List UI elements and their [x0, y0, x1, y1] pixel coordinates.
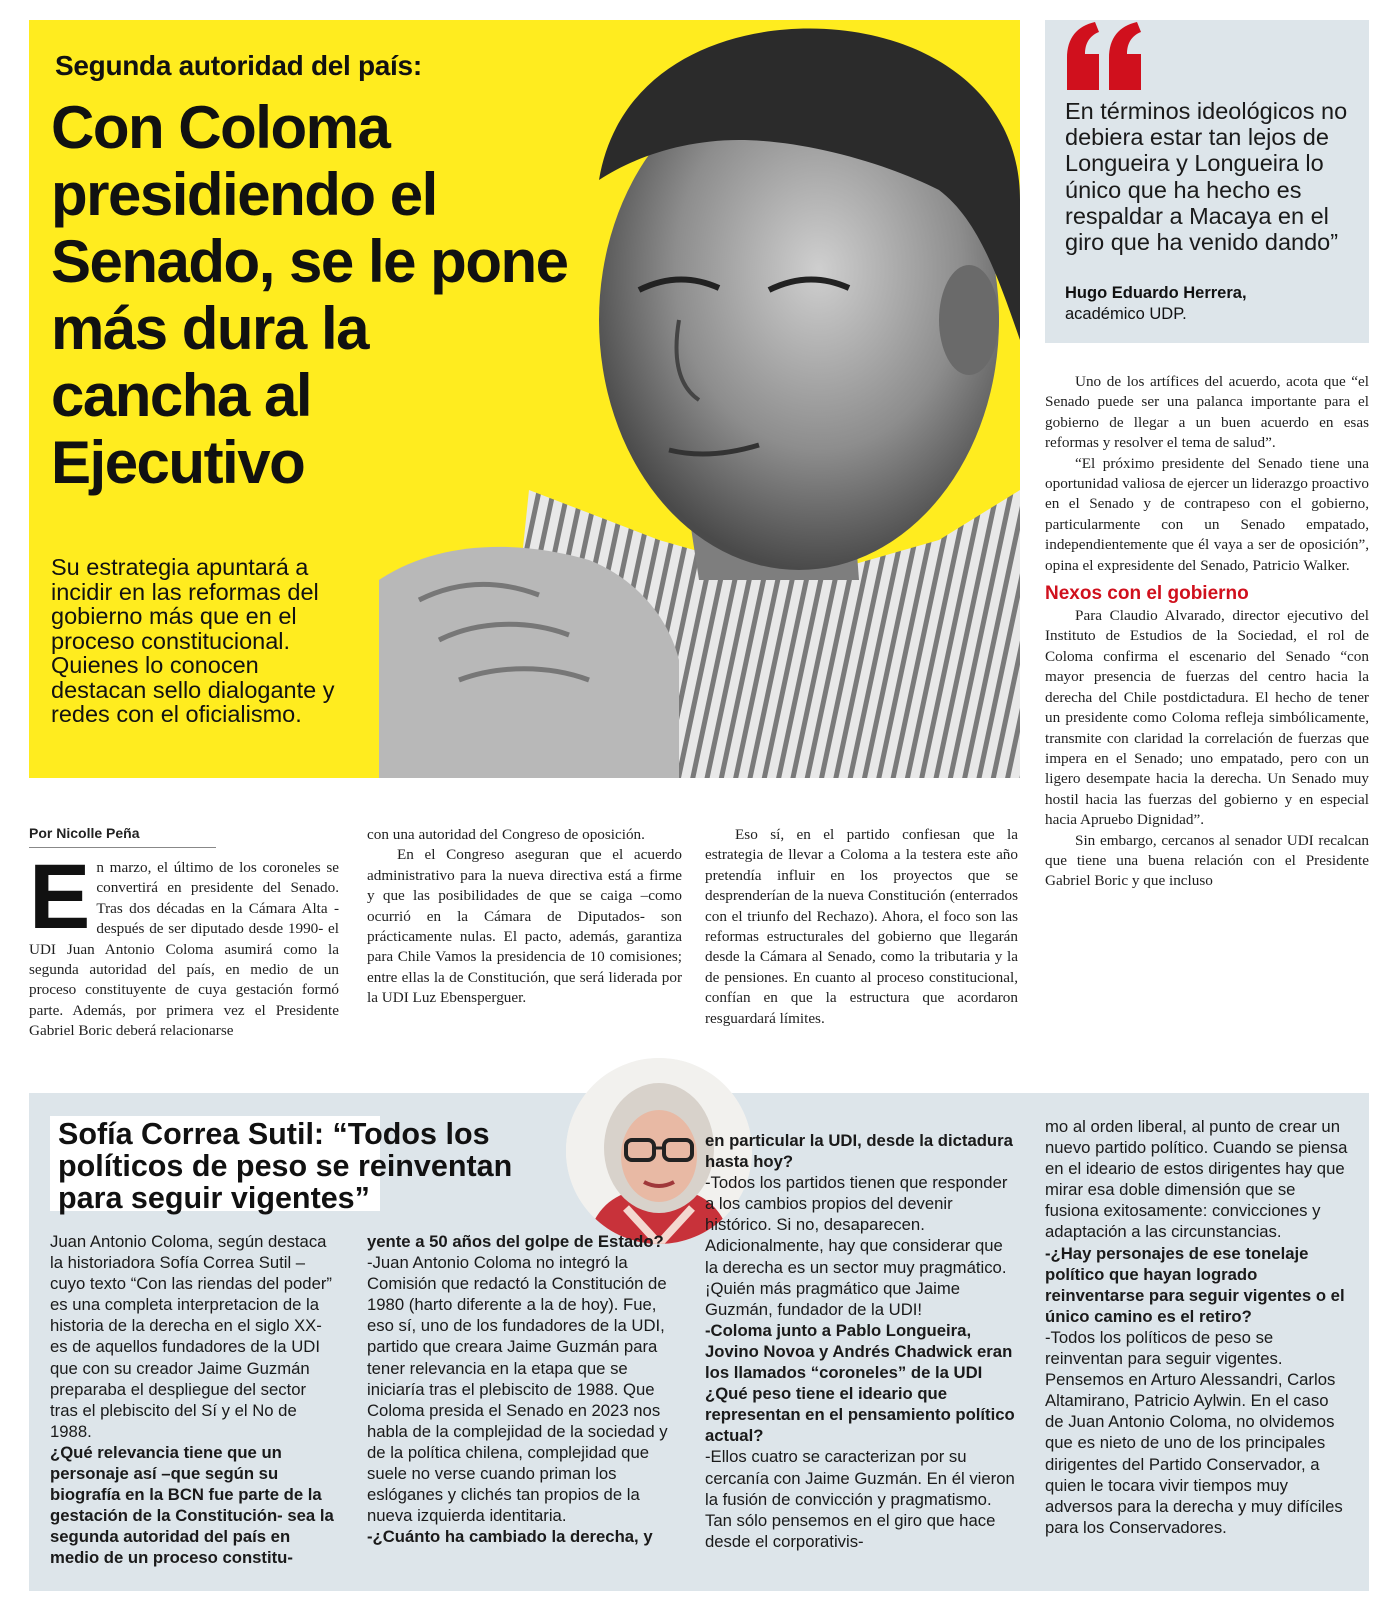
drop-cap: E: [29, 846, 91, 948]
hero-panel: [29, 20, 1020, 778]
article-column-4: [1045, 372, 1369, 892]
interview-answer: mo al orden liberal, al punto de crear un nuevo partido político. Cuando se piensa en el ideario de estos dirigentes hay que mirar esa doble dimensión que se fusiona exitosamente: convicciones y adaptación a las circunstancias.: [1045, 1117, 1348, 1242]
interview-title-quote: “Todos los políticos de peso se reinventan para seguir vigentes”: [58, 1117, 513, 1215]
article-paragraph: Eso sí, en el partido confiesan que la estrategia de llevar a Coloma a la testera este año pretendía influir en los proyectos que se desprenderían de la nueva Constitución (enterrados con el triunfo del Rechazo). Ahora, el foco son las reformas estructurales del gobierno que llegarán desde la Cámara al Senado, como la tributaria y la de pensiones. En cuanto al proceso constitucional, confían en que la estructura que acordaron resguardará límites.: [705, 826, 1018, 1027]
interview-question: -¿Cuánto ha cambiado la derecha, y: [367, 1527, 653, 1547]
article-paragraph: “El próximo presidente del Senado tiene una oportunidad valiosa de ejercer un liderazgo proactivo en el Senado y de contrapeso con el gobierno, particularmente con un Senado empatado, independientemente que él vaya a ser de oposición”, opina el expresidente del Senado, Patricio Walker.: [1045, 454, 1369, 574]
interview-column-3: [705, 1130, 1015, 1552]
interview-question: -Coloma junto a Pablo Longueira, Jovino Novoa y Andrés Chadwick eran los llamados “coroneles” de la UDI ¿Qué peso tiene el ideario que representan en el pensamiento político actual?: [705, 1320, 1015, 1446]
quote-author-role: académico UDP.: [1065, 305, 1187, 323]
interview-question: -¿Hay personajes de ese tonelaje político que hayan logrado reinventarse para seguir vigentes o el único camino es el retiro?: [1045, 1243, 1345, 1326]
byline: Por Nicolle Peña: [29, 825, 216, 848]
interview-title: [58, 1118, 528, 1214]
article-column-2: [367, 825, 682, 1009]
interview-answer: -Todos los políticos de peso se reinventan para seguir vigentes. Pensemos en Arturo Alessandri, Carlos Altamirano, Patricio Aylwin. En el caso de Juan Antonio Coloma, no olvidemos que es nieto de uno de los principales dirigentes del Partido Conservador, a quien le tocara vivir tiempos muy adversos para la derecha y muy difíciles para los Conservadores.: [1045, 1327, 1343, 1537]
pull-quote-text: En términos ideológicos no debiera estar tan lejos de Longueira y Longueira lo único que ha hecho es respaldar a Macaya en el giro que ha venido dando”: [1065, 98, 1348, 256]
article-column-1: [29, 846, 339, 1042]
article-paragraph: En el Congreso aseguran que el acuerdo administrativo para la nueva directiva está a firme y que las posibilidades de que se caiga –como ocurrió en la Cámara de Diputados- son prácticamente nulas. El pacto, además, garantiza para Chile Vamos la presidencia de 10 comisiones; entre ellas la de Constitución, que será liderada por la UDI Luz Ebensperguer.: [367, 846, 682, 1007]
section-subhead: Nexos con el gobierno: [1045, 583, 1249, 605]
interview-question: ¿Qué relevancia tiene que un personaje así –que según su biografía en la BCN fue parte de la gestación de la Constitución- sea la segunda autoridad del país en medio de un proceso constitu-: [50, 1442, 334, 1568]
interview-answer: -Todos los partidos tienen que responder a los cambios propios del devenir histórico. Si no, desaparecen. Adicionalmente, hay que considerar que la derecha es un sector muy pragmático. ¡Quién más pragmático que Jaime Guzmán, fundador de la UDI!: [705, 1173, 1008, 1319]
pull-quote-box: [1045, 20, 1369, 343]
interview-intro: Juan Antonio Coloma, según destaca la historiadora Sofía Correa Sutil –cuyo texto “Con las riendas del poder” es una completa interpretacion de la historia de la derecha en el siglo XX- es de aquellos fundadores de la UDI que con su creador Jaime Guzmán preparaba el despliegue del sector tras el plebiscito del Sí y el No de 1988.: [50, 1232, 332, 1441]
kicker: Segunda autoridad del país:: [55, 50, 422, 81]
article-paragraph: n marzo, el último de los coroneles se convertirá en presidente del Senado. Tras dos décadas en la Cámara Alta -después de ser diputado desde 1990- el UDI Juan Antonio Coloma asumirá como la segunda autoridad del país, en medio de un proceso constituyente de cuya gestación formó parte. Además, por primera vez el Presidente Gabriel Boric deberá relacionarse: [29, 859, 339, 1040]
quote-author: Hugo Eduardo Herrera,: [1065, 284, 1247, 302]
interview-answer: -Ellos cuatro se caracterizan por su cercanía con Jaime Guzmán. En él vieron la fusión de convicción y pragmatismo. Tan sólo pensemos en el giro que hace desde el corporativis-: [705, 1447, 1015, 1551]
article-paragraph: con una autoridad del Congreso de oposición.: [367, 826, 645, 843]
article-paragraph: Sin embargo, cercanos al senador UDI recalcan que tiene una buena relación con el Presidente Gabriel Boric y que incluso: [1045, 831, 1369, 890]
interview-question: en particular la UDI, desde la dictadura hasta hoy?: [705, 1131, 1013, 1172]
interviewee-name: Sofía Correa Sutil:: [58, 1117, 325, 1151]
interview-column-1: [50, 1231, 335, 1569]
interview-question: yente a 50 años del golpe de Estado?: [367, 1232, 664, 1251]
headline: Con Coloma presidiendo el Senado, se le pone más dura la cancha al Ejecutivo: [51, 94, 568, 496]
article-column-3: [705, 825, 1018, 1029]
quotation-mark-icon: [1065, 22, 1145, 92]
interview-answer: -Juan Antonio Coloma no integró la Comisión que redactó la Constitución de 1980 (harto diferente a la de hoy). Fue, eso sí, uno de los fundadores de la UDI, partido que creara Jaime Guzmán para tener relevancia en la etapa que se iniciaría tras el plebiscito de 1988. Que Coloma presida el Senado en 2023 nos habla de la complejidad de la sociedad y de la política chilena, complejidad que suele no verse cuando priman los eslóganes y clichés tan propios de la nueva izquierda identitaria.: [367, 1253, 668, 1526]
article-paragraph: Para Claudio Alvarado, director ejecutivo del Instituto de Estudios de la Sociedad, el rol de Coloma confirma el escenario del Senado “con mayor presencia de fuerzas del centro hacia la derecha del Chile postdictadura. El hecho de tener un presidente como Coloma refleja simbólicamente, transmite con claridad la correlación de fuerzas que impera en el Senado; uno empatado, pero con un ligero desempate hacia la derecha. Un Senado muy hostil hacia las fuerzas del gobierno y en especial hacia Apruebo Dignidad”.: [1045, 607, 1369, 829]
interview-column-4: [1045, 1116, 1350, 1538]
deck: Su estrategia apuntará a incidir en las reformas del gobierno más que en el proceso constitucional. Quienes lo conocen destacan sello dialogante y redes con el oficialismo.: [51, 554, 335, 727]
interview-column-2: [367, 1231, 672, 1547]
article-paragraph: Uno de los artífices del acuerdo, acota que “el Senado puede ser una palanca importante para el gobierno de llegar a un buen acuerdo en esas reformas y resolver el tema de salud”.: [1045, 373, 1369, 452]
